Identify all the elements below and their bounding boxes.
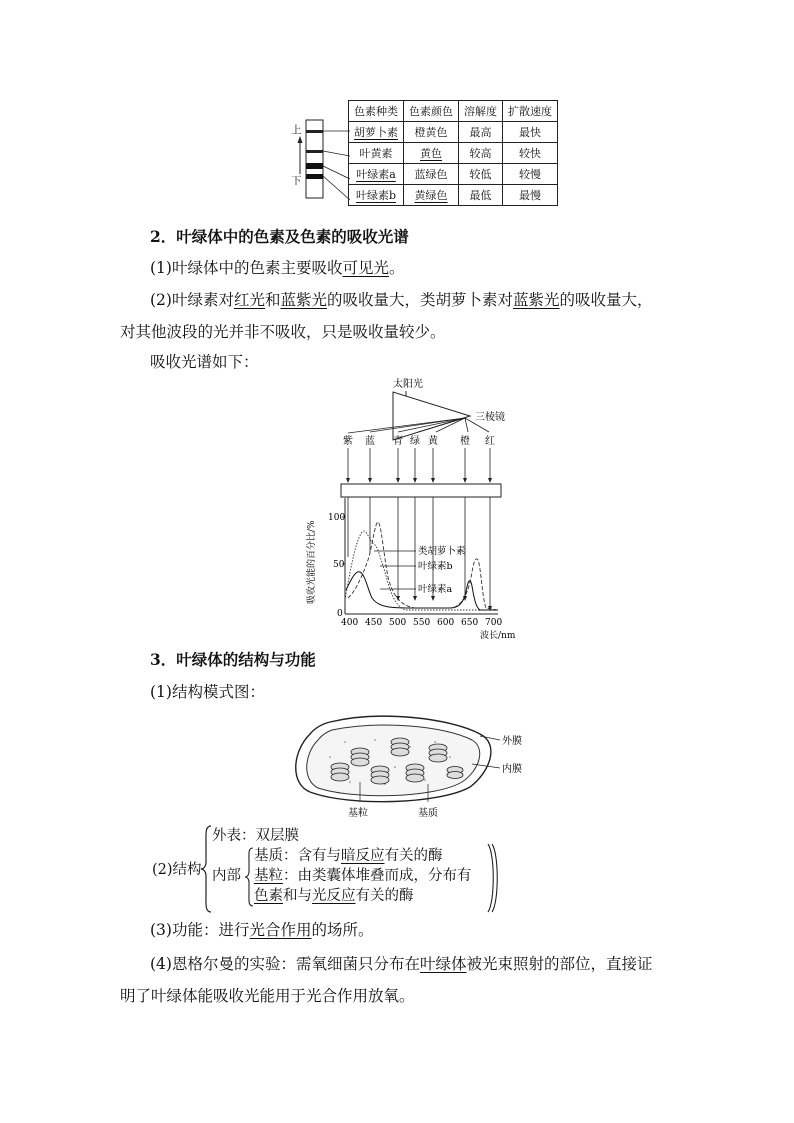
- prism-shape: [393, 392, 470, 440]
- inner-membrane-shape: [307, 725, 480, 796]
- strip-bottom-label: 下: [291, 175, 302, 187]
- spectrum-color-labels: [343, 434, 495, 447]
- table-cell: 叶绿素a: [349, 164, 404, 185]
- brace-large: [200, 824, 212, 914]
- section3-p4: (4)恩格尔曼的实验：需氧细菌只分布在叶绿体被光束照射的部位，直接证: [150, 955, 653, 973]
- color-label: 绿: [410, 436, 420, 447]
- label-stroma: 基质: [418, 808, 438, 819]
- color-label: 青: [393, 436, 403, 447]
- table-row: [349, 143, 558, 164]
- table-cell: 橙黄色: [404, 122, 459, 143]
- table-cell: 胡萝卜素: [349, 122, 404, 143]
- section3-p3: (3)功能：进行光合作用的场所。: [150, 921, 374, 939]
- y-tick: 100: [328, 513, 346, 523]
- section2-p2: (2)叶绿素对红光和蓝紫光的吸收量大，类胡萝卜素对蓝紫光的吸收量大，: [150, 291, 653, 309]
- x-tick: 400: [341, 618, 359, 628]
- table-cell: 蓝绿色: [404, 164, 459, 185]
- section2-p3: 吸收光谱如下：: [150, 353, 259, 371]
- stroma-line: 基质：含有与暗反应有关的酶: [254, 848, 443, 864]
- x-tick: 550: [413, 618, 431, 628]
- y-axis-label: 吸收光能的百分比/%: [307, 520, 317, 604]
- chloroplast-structure-figure: [290, 712, 540, 820]
- section3-heading: 3．叶绿体的结构与功能: [150, 650, 316, 669]
- x-tick: 700: [485, 618, 503, 628]
- table-cell: 较慢: [503, 164, 558, 185]
- table-cell: 较快: [503, 143, 558, 164]
- absorption-spectrum-figure: [300, 372, 530, 644]
- series-label-chlorophyll-b: 叶绿素b: [418, 561, 453, 572]
- table-row: [349, 122, 558, 143]
- sunlight-label: 太阳光: [393, 379, 423, 390]
- color-label: 红: [485, 436, 495, 447]
- solution-box: [341, 484, 501, 497]
- structure-outline: [150, 822, 510, 914]
- x-tick: 450: [365, 618, 383, 628]
- section2-heading: 2．叶绿体中的色素及色素的吸收光谱: [150, 227, 409, 246]
- table-header: 色素颜色: [404, 101, 459, 122]
- color-label: 黄: [428, 436, 438, 447]
- grana-line: 基粒：由类囊体堆叠而成，分布有: [254, 868, 472, 884]
- table-cell: 最高: [459, 122, 503, 143]
- table-cell: 黄色: [404, 143, 459, 164]
- color-label: 蓝: [365, 436, 375, 447]
- strip-top-label: 上: [291, 124, 302, 136]
- x-tick: 600: [437, 618, 455, 628]
- structure-label: (2)结构: [152, 862, 202, 878]
- section2-p2-line2: 对其他波段的光并非不吸收，只是吸收量较少。: [120, 323, 446, 341]
- table-cell: 较高: [459, 143, 503, 164]
- color-label: 紫: [343, 436, 353, 447]
- x-axis-label: 波长/nm: [480, 631, 516, 641]
- grana-line-2: 色素和与光反应有关的酶: [254, 888, 414, 904]
- x-tick: 500: [389, 618, 407, 628]
- table-row: [349, 185, 558, 206]
- outer-surface-line: 外表：双层膜: [212, 828, 299, 844]
- section2-p1: (1)叶绿体中的色素主要吸收可见光。: [150, 259, 405, 277]
- section3-p1: (1)结构模式图：: [150, 683, 265, 701]
- table-header-row: [349, 101, 558, 122]
- chromatography-strip: [288, 100, 350, 212]
- y-tick: 0: [337, 609, 343, 619]
- table-cell: 叶黄素: [349, 143, 404, 164]
- table-cell: 最快: [503, 122, 558, 143]
- table-header: 色素种类: [349, 101, 404, 122]
- label-grana: 基粒: [348, 808, 368, 819]
- y-tick: 50: [333, 560, 345, 570]
- closing-bracket: [486, 842, 500, 914]
- pigment-figure: [288, 100, 550, 212]
- inner-label: 内部: [212, 868, 241, 884]
- prism-label: 三棱镜: [475, 412, 505, 423]
- label-inner-membrane: 内膜: [502, 764, 522, 775]
- table-cell: 黄绿色: [404, 185, 459, 206]
- table-cell: 最低: [459, 185, 503, 206]
- table-header: 溶解度: [459, 101, 503, 122]
- x-tick: 650: [461, 618, 479, 628]
- section3-p4-line2: 明了叶绿体能吸收光能用于光合作用放氧。: [120, 987, 415, 1005]
- pigment-table: [348, 100, 558, 206]
- table-row: [349, 164, 558, 185]
- brace-small: [244, 846, 254, 908]
- table-cell: 叶绿素b: [349, 185, 404, 206]
- series-label-chlorophyll-a: 叶绿素a: [418, 584, 453, 595]
- table-cell: 较低: [459, 164, 503, 185]
- table-header: 扩散速度: [503, 101, 558, 122]
- color-label: 橙: [460, 436, 470, 447]
- table-cell: 最慢: [503, 185, 558, 206]
- series-label-carotenoid: 类胡萝卜素: [418, 546, 466, 557]
- label-outer-membrane: 外膜: [502, 736, 522, 747]
